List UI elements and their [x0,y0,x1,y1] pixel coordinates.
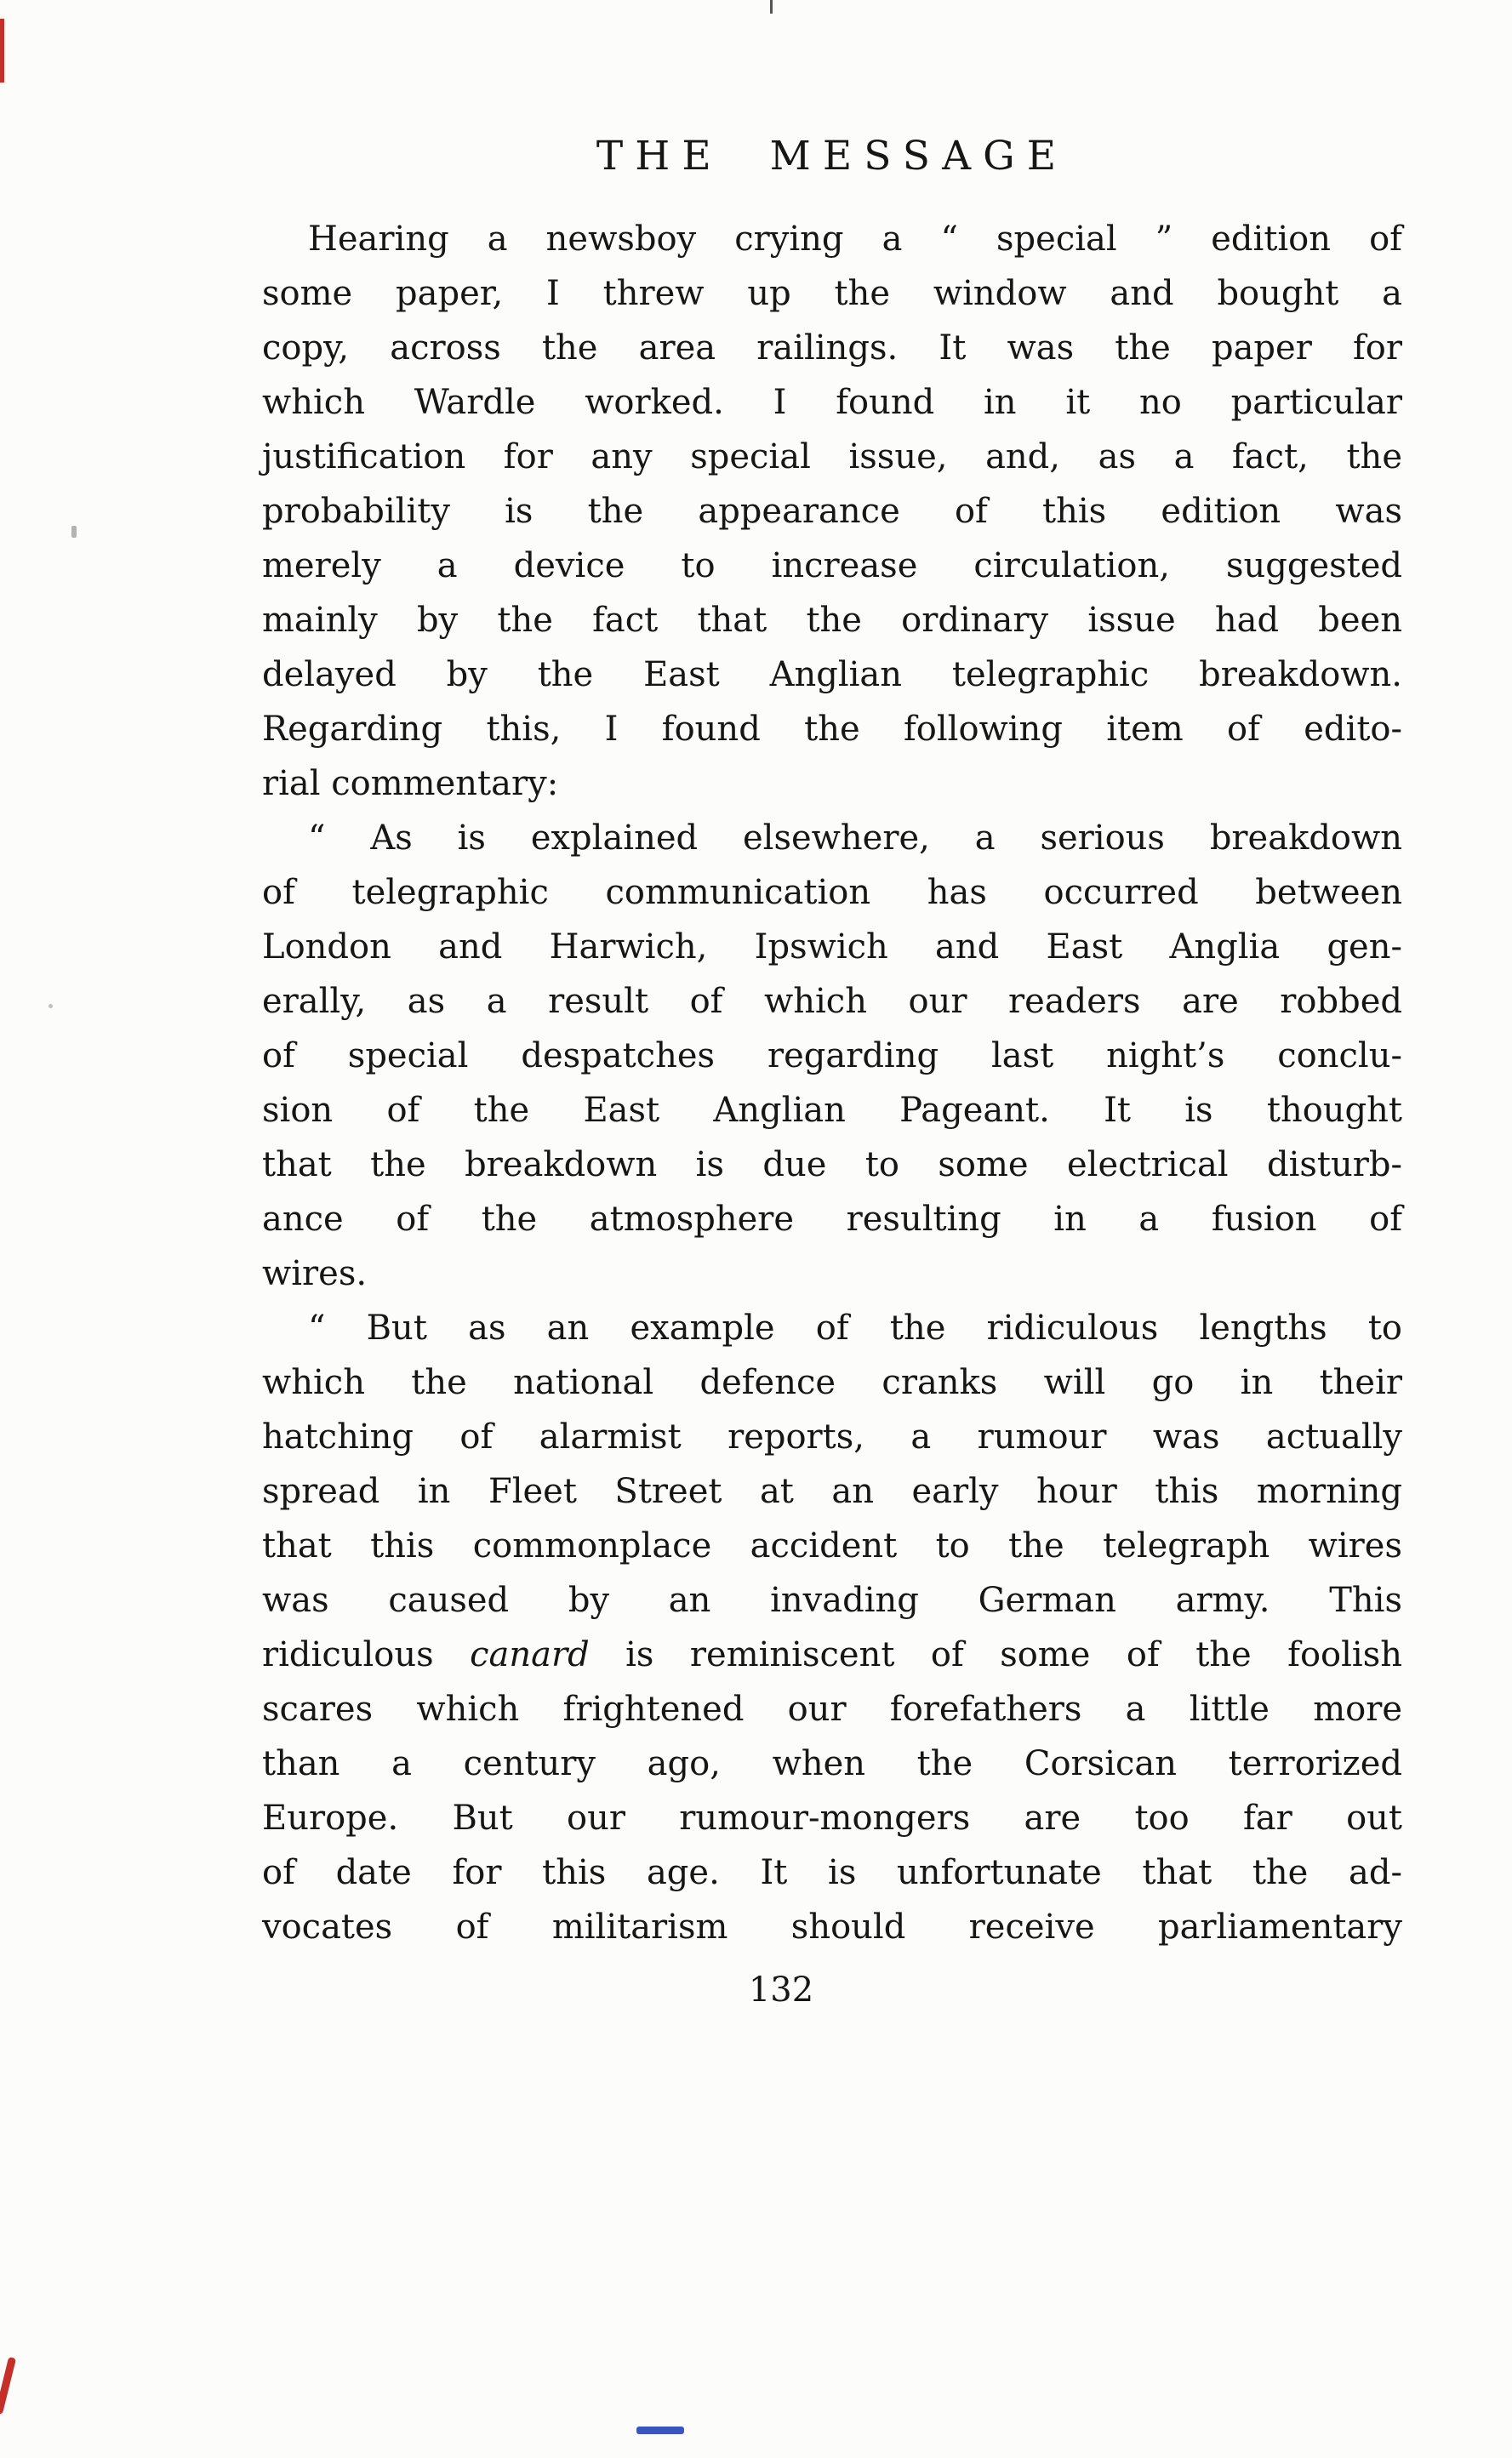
scan-artifact-top-tick [770,0,773,14]
text-line [262,266,1402,321]
text-segment: of special despatches regarding last night’s conclu- [262,1036,1402,1075]
text-segment: rial commentary: [262,764,559,803]
text-line [262,1519,1402,1573]
text-line [262,1900,1402,1954]
text-segment: “ As is explained elsewhere, a serious breakdown [308,818,1402,858]
text-line [262,647,1402,702]
text-line [262,1029,1402,1083]
text-segment: London and Harwich, Ipswich and East Anglia gen- [262,927,1402,967]
text-segment: scares which frightened our forefathers a little more [262,1690,1402,1729]
text-line [262,811,1402,865]
text-segment: than a century ago, when the Corsican terrorized [262,1744,1402,1783]
text-line [262,920,1402,974]
text-segment: sion of the East Anglian Pageant. It is thought [262,1091,1402,1130]
text-segment: was caused by an invading German army. This [262,1581,1402,1620]
text-line [262,375,1402,430]
text-line [262,756,1402,811]
text-segment: Regarding this, I found the following item of edito- [262,710,1402,749]
scan-speck [71,526,77,538]
text-line [262,1192,1402,1246]
text-line [262,430,1402,484]
text-segment: vocates of militarism should receive parliamentary [262,1908,1402,1947]
text-line [262,974,1402,1029]
scan-artifact-blue-bottom [636,2427,684,2434]
text-line [262,1573,1402,1628]
text-segment: that the breakdown is due to some electrical disturb- [262,1145,1402,1184]
text-line [262,1246,1402,1301]
page-title: THE MESSAGE [596,133,1069,180]
text-line [262,539,1402,593]
text-line [262,484,1402,539]
text-segment: spread in Fleet Street at an early hour this morning [262,1472,1402,1511]
text-segment: which the national defence cranks will go in their [262,1363,1402,1402]
text-line [262,1464,1402,1519]
text-line [262,1737,1402,1791]
text-segment: some paper, I threw up the window and bought a [262,274,1402,313]
text-segment: is reminiscent of some of the foolish [589,1635,1402,1674]
page-number: 132 [748,1970,814,2010]
text-segment: which Wardle worked. I found in it no particular [262,383,1402,422]
scan-artifact-red-bottom [0,2357,16,2415]
text-segment: probability is the appearance of this edition was [262,492,1402,531]
text-segment: merely a device to increase circulation, suggested [262,546,1402,585]
text-segment: copy, across the area railings. It was the paper for [262,328,1402,368]
text-segment: delayed by the East Anglian telegraphic breakdown. [262,655,1402,694]
text-line [262,1138,1402,1192]
text-block [262,133,1402,2017]
text-segment: Hearing a newsboy crying a “ special ” edition of [308,220,1402,259]
text-line [262,1083,1402,1138]
text-line [262,1410,1402,1464]
text-line [262,593,1402,647]
text-segment: of telegraphic communication has occurred between [262,873,1402,912]
text-segment: of date for this age. It is unfortunate that the ad- [262,1853,1402,1892]
paragraph [262,811,1402,1301]
text-line [262,702,1402,756]
scan-artifact-red-top [0,19,4,83]
paragraph [262,1301,1402,1954]
text-line [262,1682,1402,1737]
text-segment: justification for any special issue, and, as a fact, the [262,437,1402,476]
text-line [262,1845,1402,1900]
text-segment: wires. [262,1254,368,1293]
text-segment: mainly by the fact that the ordinary issue had been [262,601,1402,640]
text-line [262,321,1402,375]
text-line [262,212,1402,266]
text-segment: hatching of alarmist reports, a rumour was actually [262,1417,1402,1457]
text-line [262,1301,1402,1355]
scan-speck [48,1004,53,1008]
text-segment: “ But as an example of the ridiculous lengths to [308,1309,1402,1348]
text-line [262,1628,1402,1682]
paragraph [262,212,1402,811]
text-segment: Europe. But our rumour-mongers are too far out [262,1799,1402,1838]
text-segment: ance of the atmosphere resulting in a fusion of [262,1200,1402,1239]
text-segment: ridiculous [262,1635,471,1674]
body-text [262,212,1402,1954]
text-segment: that this commonplace accident to the telegraph wires [262,1526,1402,1565]
text-line [262,865,1402,920]
italic-text: canard [470,1635,590,1674]
text-line [262,1355,1402,1410]
text-segment: erally, as a result of which our readers are robbed [262,982,1402,1021]
text-line [262,1791,1402,1845]
